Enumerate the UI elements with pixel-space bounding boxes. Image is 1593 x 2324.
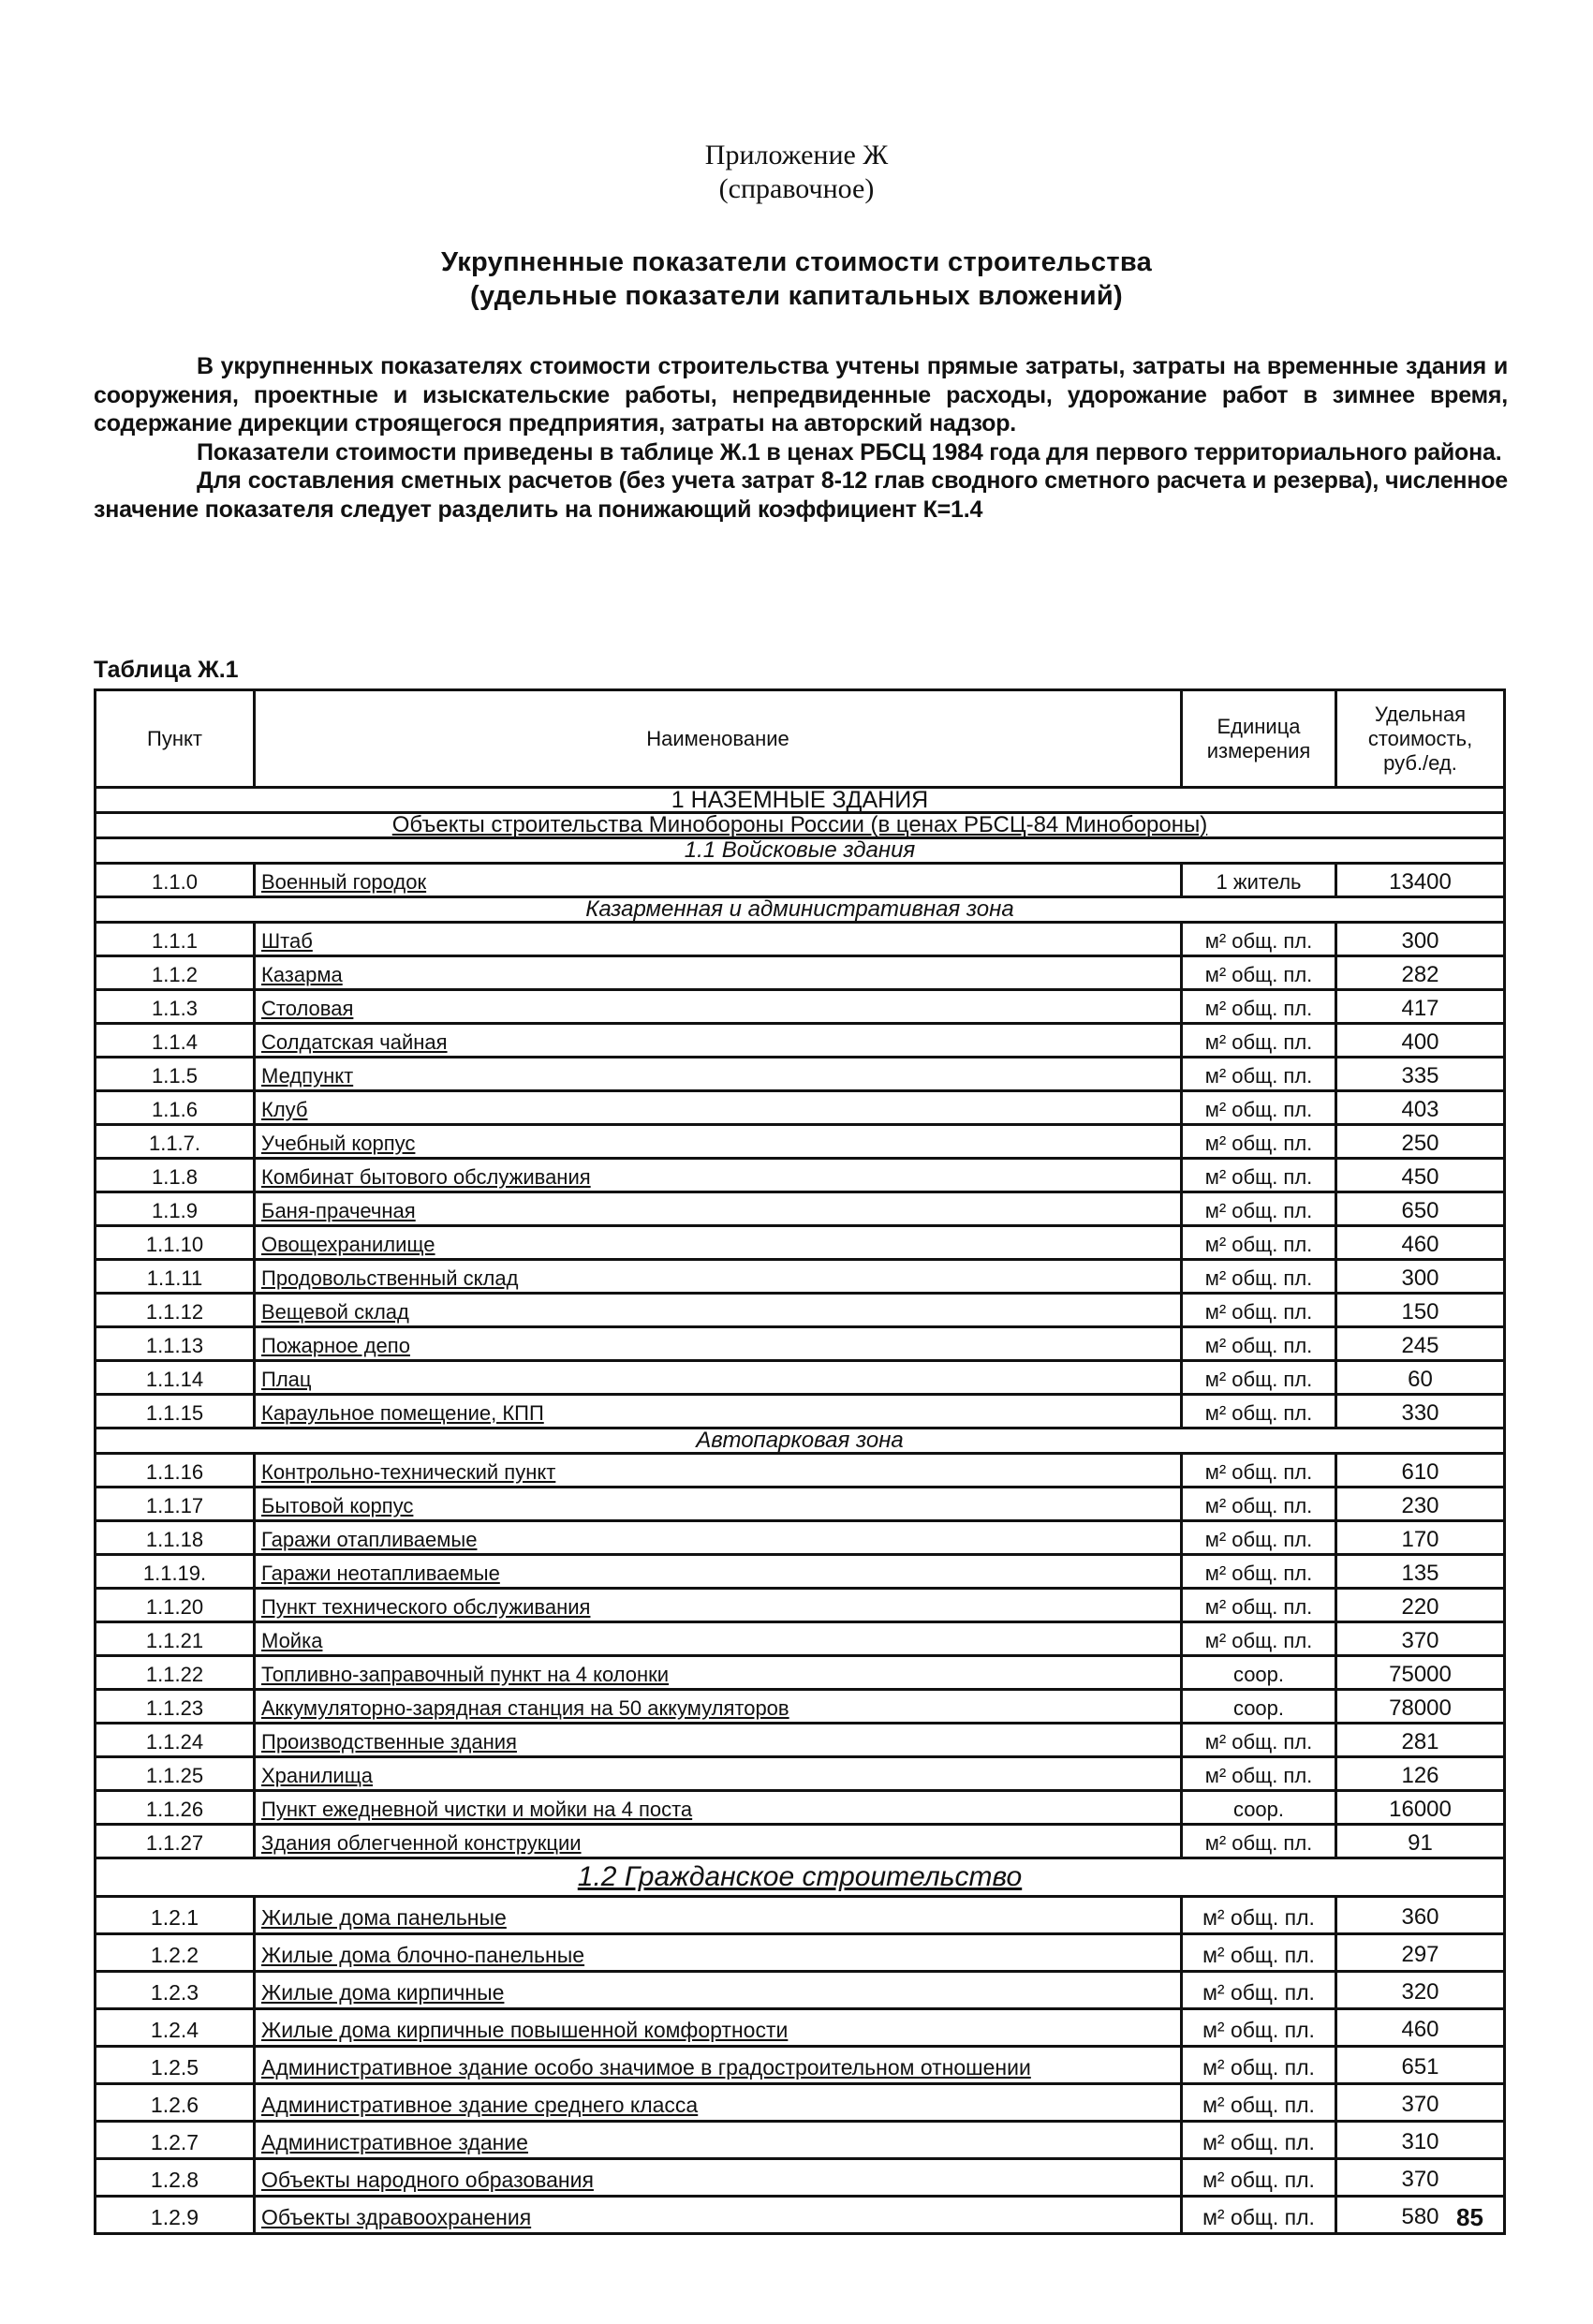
row-cost: 170 bbox=[1336, 1521, 1505, 1555]
row-cost: 460 bbox=[1336, 1226, 1505, 1260]
cost-table bbox=[94, 688, 1506, 2235]
row-name: Жилые дома кирпичные повышенной комфортности bbox=[255, 2009, 1182, 2047]
row-unit: м² общ. пл. bbox=[1182, 1395, 1336, 1428]
row-unit: м² общ. пл. bbox=[1182, 1454, 1336, 1488]
table-row bbox=[96, 1192, 1505, 1226]
table-row bbox=[96, 2084, 1505, 2122]
table-row bbox=[96, 1488, 1505, 1521]
row-unit: м² общ. пл. bbox=[1182, 2159, 1336, 2197]
row-punkt: 1.1.0 bbox=[96, 864, 255, 897]
row-punkt: 1.2.2 bbox=[96, 1934, 255, 1972]
row-unit: м² общ. пл. bbox=[1182, 1825, 1336, 1858]
row-name: Бытовой корпус bbox=[255, 1488, 1182, 1521]
row-punkt: 1.1.13 bbox=[96, 1327, 255, 1361]
row-name: Продовольственный склад bbox=[255, 1260, 1182, 1294]
table-row bbox=[96, 2009, 1505, 2047]
table-row bbox=[96, 1897, 1505, 1934]
section-subtitle-row bbox=[96, 813, 1505, 838]
table-row bbox=[96, 1555, 1505, 1589]
row-cost: 300 bbox=[1336, 923, 1505, 956]
row-unit: м² общ. пл. bbox=[1182, 1192, 1336, 1226]
row-unit: м² общ. пл. bbox=[1182, 1724, 1336, 1757]
row-unit: м² общ. пл. bbox=[1182, 1934, 1336, 1972]
row-name: Пункт ежедневной чистки и мойки на 4 поста bbox=[255, 1791, 1182, 1825]
row-cost: 300 bbox=[1336, 1260, 1505, 1294]
row-punkt: 1.1.8 bbox=[96, 1159, 255, 1192]
row-punkt: 1.2.6 bbox=[96, 2084, 255, 2122]
row-unit: м² общ. пл. bbox=[1182, 2122, 1336, 2159]
row-name: Топливно-заправочный пункт на 4 колонки bbox=[255, 1656, 1182, 1690]
table-row bbox=[96, 1656, 1505, 1690]
row-punkt: 1.1.22 bbox=[96, 1656, 255, 1690]
row-name: Административное здание особо значимое в градостроительном отношении bbox=[255, 2047, 1182, 2084]
row-name: Военный городок bbox=[255, 864, 1182, 897]
zone-2-row bbox=[96, 1428, 1505, 1454]
row-unit: м² общ. пл. bbox=[1182, 1058, 1336, 1091]
row-cost: 230 bbox=[1336, 1488, 1505, 1521]
row-name: Мойка bbox=[255, 1622, 1182, 1656]
table-row bbox=[96, 1934, 1505, 1972]
zone-1-row bbox=[96, 897, 1505, 923]
table-row bbox=[96, 1159, 1505, 1192]
row-name: Овощехранилище bbox=[255, 1226, 1182, 1260]
row-punkt: 1.1.9 bbox=[96, 1192, 255, 1226]
col-header-punkt: Пункт bbox=[96, 690, 255, 788]
row-name: Жилые дома кирпичные bbox=[255, 1972, 1182, 2009]
table-row bbox=[96, 2159, 1505, 2197]
row-name: Хранилища bbox=[255, 1757, 1182, 1791]
row-punkt: 1.1.11 bbox=[96, 1260, 255, 1294]
row-cost: 78000 bbox=[1336, 1690, 1505, 1724]
table-row bbox=[96, 2122, 1505, 2159]
title-line-1: Укрупненные показатели стоимости строительства bbox=[440, 247, 1153, 277]
row-unit: м² общ. пл. bbox=[1182, 1757, 1336, 1791]
row-name: Объекты здравоохранения bbox=[255, 2197, 1182, 2234]
row-cost: 282 bbox=[1336, 956, 1505, 990]
row-unit: м² общ. пл. bbox=[1182, 1327, 1336, 1361]
table-row bbox=[96, 1724, 1505, 1757]
paragraph-2: Показатели стоимости приведены в таблице Ж.1 в ценах РБСЦ 1984 года для первого территориального района. bbox=[197, 438, 1502, 466]
table-row bbox=[96, 1125, 1505, 1159]
table-row bbox=[96, 923, 1505, 956]
row-punkt: 1.1.15 bbox=[96, 1395, 255, 1428]
row-unit: 1 житель bbox=[1182, 864, 1336, 897]
table-row bbox=[96, 1791, 1505, 1825]
row-unit: м² общ. пл. bbox=[1182, 2047, 1336, 2084]
row-cost: 135 bbox=[1336, 1555, 1505, 1589]
row-cost: 150 bbox=[1336, 1294, 1505, 1327]
row-unit: м² общ. пл. bbox=[1182, 1024, 1336, 1058]
table-row bbox=[96, 956, 1505, 990]
row-name: Плац bbox=[255, 1361, 1182, 1395]
row-unit: м² общ. пл. bbox=[1182, 1555, 1336, 1589]
group-1-1-row bbox=[96, 838, 1505, 864]
row-punkt: 1.1.3 bbox=[96, 990, 255, 1024]
row-name: Контрольно-технический пункт bbox=[255, 1454, 1182, 1488]
row-cost: 60 bbox=[1336, 1361, 1505, 1395]
table-row bbox=[96, 1294, 1505, 1327]
paragraph-3: Для составления сметных расчетов (без учета затрат 8-12 глав сводного сметного расчета и резерва), численное значение показателя следует разделить на понижающий коэффициент К=1.4 bbox=[94, 467, 1508, 523]
row-punkt: 1.2.4 bbox=[96, 2009, 255, 2047]
row-unit: м² общ. пл. bbox=[1182, 956, 1336, 990]
row-cost: 330 bbox=[1336, 1395, 1505, 1428]
row-cost: 13400 bbox=[1336, 864, 1505, 897]
row-punkt: 1.1.7. bbox=[96, 1125, 255, 1159]
row-cost: 370 bbox=[1336, 2084, 1505, 2122]
row-punkt: 1.1.17 bbox=[96, 1488, 255, 1521]
row-name: Гаражи отапливаемые bbox=[255, 1521, 1182, 1555]
row-unit: м² общ. пл. bbox=[1182, 1521, 1336, 1555]
row-unit: м² общ. пл. bbox=[1182, 2084, 1336, 2122]
intro-text bbox=[94, 352, 1508, 524]
row-cost: 360 bbox=[1336, 1897, 1505, 1934]
row-name: Караульное помещение, КПП bbox=[255, 1395, 1182, 1428]
row-name: Учебный корпус bbox=[255, 1125, 1182, 1159]
section-title-row bbox=[96, 788, 1505, 813]
row-unit: м² общ. пл. bbox=[1182, 1091, 1336, 1125]
row-name: Гаражи неотапливаемые bbox=[255, 1555, 1182, 1589]
row-cost: 460 bbox=[1336, 2009, 1505, 2047]
row-cost: 417 bbox=[1336, 990, 1505, 1024]
row-punkt: 1.1.6 bbox=[96, 1091, 255, 1125]
group-1-2-title: 1.2 Гражданское строительство bbox=[96, 1858, 1505, 1897]
row-cost: 297 bbox=[1336, 1934, 1505, 1972]
row-punkt: 1.2.5 bbox=[96, 2047, 255, 2084]
row-cost: 310 bbox=[1336, 2122, 1505, 2159]
table-row bbox=[96, 1361, 1505, 1395]
section-subtitle: Объекты строительства Минобороны России (в ценах РБСЦ-84 Минобороны) bbox=[96, 813, 1505, 838]
table-row bbox=[96, 1825, 1505, 1858]
row-cost: 650 bbox=[1336, 1192, 1505, 1226]
row-name: Жилые дома панельные bbox=[255, 1897, 1182, 1934]
table-row bbox=[96, 1589, 1505, 1622]
zone-1-title: Казарменная и административная зона bbox=[96, 897, 1505, 923]
section-title: 1 НАЗЕМНЫЕ ЗДАНИЯ bbox=[96, 788, 1505, 813]
row-cost: 281 bbox=[1336, 1724, 1505, 1757]
row-cost: 245 bbox=[1336, 1327, 1505, 1361]
row-punkt: 1.1.16 bbox=[96, 1454, 255, 1488]
table-row bbox=[96, 2047, 1505, 2084]
row-cost: 220 bbox=[1336, 1589, 1505, 1622]
row-name: Вещевой склад bbox=[255, 1294, 1182, 1327]
table-header-row bbox=[96, 690, 1505, 788]
row-cost: 403 bbox=[1336, 1091, 1505, 1125]
row-cost: 320 bbox=[1336, 1972, 1505, 2009]
row-name: Столовая bbox=[255, 990, 1182, 1024]
table-row bbox=[96, 1972, 1505, 2009]
row-unit: м² общ. пл. bbox=[1182, 1972, 1336, 2009]
row-unit: м² общ. пл. bbox=[1182, 2197, 1336, 2234]
table-row bbox=[96, 2197, 1505, 2234]
row-punkt: 1.1.1 bbox=[96, 923, 255, 956]
row-cost: 126 bbox=[1336, 1757, 1505, 1791]
row-punkt: 1.2.1 bbox=[96, 1897, 255, 1934]
table-row bbox=[96, 1521, 1505, 1555]
appendix-label: Приложение Ж bbox=[704, 140, 889, 170]
row-unit: м² общ. пл. bbox=[1182, 1125, 1336, 1159]
row-punkt: 1.2.8 bbox=[96, 2159, 255, 2197]
row-name: Объекты народного образования bbox=[255, 2159, 1182, 2197]
zone-2-title: Автопарковая зона bbox=[96, 1428, 1505, 1454]
row-unit: м² общ. пл. bbox=[1182, 1622, 1336, 1656]
row-name: Жилые дома блочно-панельные bbox=[255, 1934, 1182, 1972]
row-punkt: 1.1.24 bbox=[96, 1724, 255, 1757]
row-cost: 450 bbox=[1336, 1159, 1505, 1192]
row-punkt: 1.1.26 bbox=[96, 1791, 255, 1825]
table-row bbox=[96, 1454, 1505, 1488]
row-punkt: 1.2.9 bbox=[96, 2197, 255, 2234]
paragraph-1: В укрупненных показателях стоимости строительства учтены прямые затраты, затраты на временные здания и сооружения, проектные и изыскательские работы, непредвиденные расходы, удорожание работ в зимнее время, содержание дирекции строящегося предприятия, затраты на авторский надзор. bbox=[94, 353, 1508, 437]
row-unit: м² общ. пл. bbox=[1182, 2009, 1336, 2047]
table-row bbox=[96, 1091, 1505, 1125]
table-row bbox=[96, 1757, 1505, 1791]
table-row bbox=[96, 1395, 1505, 1428]
table-row bbox=[96, 1058, 1505, 1091]
row-cost: 580 bbox=[1336, 2197, 1505, 2234]
row-punkt: 1.1.14 bbox=[96, 1361, 255, 1395]
row-name: Казарма bbox=[255, 956, 1182, 990]
col-header-cost: Удельная стоимость, руб./ед. bbox=[1336, 690, 1505, 788]
row-punkt: 1.1.25 bbox=[96, 1757, 255, 1791]
table-row bbox=[96, 1226, 1505, 1260]
row-unit: м² общ. пл. bbox=[1182, 1589, 1336, 1622]
group-1-1-title: 1.1 Войсковые здания bbox=[96, 838, 1505, 864]
row-unit: м² общ. пл. bbox=[1182, 990, 1336, 1024]
row-punkt: 1.1.5 bbox=[96, 1058, 255, 1091]
row-cost: 370 bbox=[1336, 2159, 1505, 2197]
col-header-name: Наименование bbox=[255, 690, 1182, 788]
row-punkt: 1.1.19. bbox=[96, 1555, 255, 1589]
table-row bbox=[96, 1260, 1505, 1294]
row-unit: м² общ. пл. bbox=[1182, 1897, 1336, 1934]
row-punkt: 1.2.7 bbox=[96, 2122, 255, 2159]
row-unit: соор. bbox=[1182, 1791, 1336, 1825]
row-cost: 250 bbox=[1336, 1125, 1505, 1159]
row-unit: соор. bbox=[1182, 1656, 1336, 1690]
row-punkt: 1.1.20 bbox=[96, 1589, 255, 1622]
row-unit: м² общ. пл. bbox=[1182, 1294, 1336, 1327]
row-unit: м² общ. пл. bbox=[1182, 1226, 1336, 1260]
row-unit: м² общ. пл. bbox=[1182, 1488, 1336, 1521]
row-name: Медпункт bbox=[255, 1058, 1182, 1091]
appendix-heading bbox=[0, 139, 1593, 206]
table-row bbox=[96, 990, 1505, 1024]
row-punkt: 1.1.10 bbox=[96, 1226, 255, 1260]
row-unit: соор. bbox=[1182, 1690, 1336, 1724]
page-number: 85 bbox=[1456, 2203, 1483, 2231]
row-unit: м² общ. пл. bbox=[1182, 1361, 1336, 1395]
row-cost: 91 bbox=[1336, 1825, 1505, 1858]
row-cost: 335 bbox=[1336, 1058, 1505, 1091]
row-punkt: 1.1.23 bbox=[96, 1690, 255, 1724]
row-name: Здания облегченной конструкции bbox=[255, 1825, 1182, 1858]
row-name: Административное здание среднего класса bbox=[255, 2084, 1182, 2122]
row-punkt: 1.1.18 bbox=[96, 1521, 255, 1555]
document-title bbox=[0, 245, 1593, 313]
row-punkt: 1.1.12 bbox=[96, 1294, 255, 1327]
row-cost: 610 bbox=[1336, 1454, 1505, 1488]
row-unit: м² общ. пл. bbox=[1182, 923, 1336, 956]
row-unit: м² общ. пл. bbox=[1182, 1260, 1336, 1294]
table-row bbox=[96, 1024, 1505, 1058]
row-name: Баня-прачечная bbox=[255, 1192, 1182, 1226]
row-cost: 75000 bbox=[1336, 1656, 1505, 1690]
row-name: Производственные здания bbox=[255, 1724, 1182, 1757]
row-cost: 370 bbox=[1336, 1622, 1505, 1656]
row-name: Комбинат бытового обслуживания bbox=[255, 1159, 1182, 1192]
row-punkt: 1.1.21 bbox=[96, 1622, 255, 1656]
row-punkt: 1.1.2 bbox=[96, 956, 255, 990]
row-name: Административное здание bbox=[255, 2122, 1182, 2159]
row-punkt: 1.2.3 bbox=[96, 1972, 255, 2009]
row-name: Аккумуляторно-зарядная станция на 50 аккумуляторов bbox=[255, 1690, 1182, 1724]
row-name: Пункт технического обслуживания bbox=[255, 1589, 1182, 1622]
table-row bbox=[96, 1622, 1505, 1656]
row-cost: 16000 bbox=[1336, 1791, 1505, 1825]
row-cost: 651 bbox=[1336, 2047, 1505, 2084]
row-name: Клуб bbox=[255, 1091, 1182, 1125]
appendix-note: (справочное) bbox=[718, 173, 875, 204]
row-punkt: 1.1.27 bbox=[96, 1825, 255, 1858]
table-row bbox=[96, 864, 1505, 897]
group-1-2-row bbox=[96, 1858, 1505, 1897]
row-punkt: 1.1.4 bbox=[96, 1024, 255, 1058]
row-name: Пожарное депо bbox=[255, 1327, 1182, 1361]
row-cost: 400 bbox=[1336, 1024, 1505, 1058]
row-unit: м² общ. пл. bbox=[1182, 1159, 1336, 1192]
title-line-2: (удельные показатели капитальных вложений) bbox=[470, 281, 1123, 311]
table-caption: Таблица Ж.1 bbox=[94, 657, 239, 683]
col-header-unit: Единица измерения bbox=[1182, 690, 1336, 788]
table-row bbox=[96, 1690, 1505, 1724]
row-name: Штаб bbox=[255, 923, 1182, 956]
table-row bbox=[96, 1327, 1505, 1361]
row-name: Солдатская чайная bbox=[255, 1024, 1182, 1058]
